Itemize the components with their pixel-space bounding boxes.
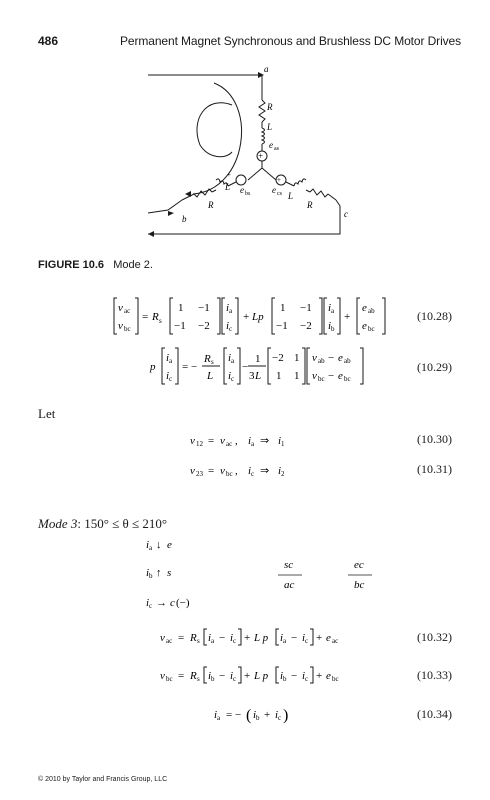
svg-text:+: + <box>227 171 231 179</box>
svg-text:a: a <box>251 440 255 448</box>
svg-text:v: v <box>190 435 195 447</box>
svg-text:p: p <box>150 361 156 373</box>
svg-text:−: − <box>219 632 226 644</box>
mode3-heading <box>38 516 167 532</box>
svg-text:s: s <box>211 358 214 366</box>
svg-text:+: + <box>264 709 271 721</box>
svg-text:i: i <box>302 670 306 682</box>
svg-text:v: v <box>220 465 225 477</box>
svg-text:c: c <box>149 602 153 610</box>
svg-text:a: a <box>149 544 153 552</box>
svg-text:−: − <box>328 370 335 382</box>
svg-text:i: i <box>328 302 332 314</box>
equation-number-10-31: (10.31) <box>417 462 452 476</box>
svg-text:1: 1 <box>294 352 300 364</box>
svg-text:a: a <box>231 357 235 365</box>
svg-text:3: 3 <box>249 370 255 382</box>
svg-text:L p: L p <box>254 670 269 682</box>
svg-text:b: b <box>211 675 215 683</box>
svg-text:i: i <box>253 709 257 721</box>
equation-10-30 <box>188 430 308 450</box>
svg-text:c: c <box>233 675 237 683</box>
svg-text:+: + <box>243 311 250 323</box>
svg-text:−1: −1 <box>198 302 210 314</box>
svg-text:bc: bc <box>368 325 375 333</box>
svg-text:i: i <box>248 465 252 477</box>
svg-text:i: i <box>280 670 284 682</box>
svg-text:): ) <box>283 707 289 724</box>
equation-number-10-34: (10.34) <box>417 707 452 721</box>
svg-text:−: − <box>291 670 298 682</box>
svg-text:i: i <box>275 709 279 721</box>
svg-text:i: i <box>228 352 232 364</box>
svg-text:L: L <box>267 122 273 132</box>
svg-text:e: e <box>240 185 244 195</box>
svg-text:as: as <box>274 146 279 152</box>
figure-caption <box>38 259 153 271</box>
svg-text:ac: ac <box>124 307 131 315</box>
svg-text:i: i <box>228 370 232 382</box>
svg-text:1: 1 <box>280 302 286 314</box>
svg-text:,: , <box>235 465 238 477</box>
svg-text:1: 1 <box>178 302 184 314</box>
svg-text:e: e <box>167 539 172 551</box>
svg-text:→: → <box>156 597 167 609</box>
svg-text:bs: bs <box>245 191 251 197</box>
figure-caption-text: Mode 2. <box>113 259 153 271</box>
svg-text:i: i <box>166 370 170 382</box>
svg-text:2: 2 <box>281 470 285 478</box>
equation-10-34 <box>212 702 322 726</box>
equation-number-10-32: (10.32) <box>417 630 452 644</box>
svg-text:v: v <box>118 320 123 332</box>
svg-text:(−): (−) <box>176 597 190 609</box>
equation-10-31 <box>188 460 308 480</box>
svg-text:Lp: Lp <box>252 311 264 323</box>
svg-text:L: L <box>255 370 262 382</box>
svg-text:v: v <box>118 302 123 314</box>
svg-text:R: R <box>190 632 197 644</box>
svg-text:ac: ac <box>284 579 295 591</box>
svg-text:i: i <box>146 539 150 551</box>
svg-text:i: i <box>208 670 212 682</box>
equation-number-10-33: (10.33) <box>417 668 452 682</box>
node-a-label: a <box>264 64 269 74</box>
svg-text:i: i <box>230 632 234 644</box>
svg-text:a: a <box>229 307 233 315</box>
svg-text:L: L <box>288 191 294 201</box>
svg-text:−2: −2 <box>272 352 284 364</box>
svg-text:bc: bc <box>124 325 131 333</box>
svg-text:−1: −1 <box>174 320 186 332</box>
svg-text:i: i <box>278 435 282 447</box>
svg-text:23: 23 <box>196 470 203 478</box>
equation-number-10-29: (10.29) <box>417 360 452 374</box>
svg-text:+: + <box>316 632 323 644</box>
circuit-diagram <box>0 0 490 260</box>
svg-text:e: e <box>362 320 367 332</box>
equation-10-29 <box>146 346 386 390</box>
equation-10-32 <box>158 626 368 648</box>
svg-text:i: i <box>208 632 212 644</box>
page-number: 486 <box>38 34 59 48</box>
svg-text:c: c <box>305 675 309 683</box>
svg-text:+: + <box>277 176 281 184</box>
svg-text:ac: ac <box>332 637 339 645</box>
svg-text:c: c <box>170 597 175 609</box>
svg-text:bc: bc <box>226 470 233 478</box>
svg-text:1: 1 <box>294 370 300 382</box>
svg-text:−: − <box>242 361 249 373</box>
svg-text:−2: −2 <box>300 320 312 332</box>
svg-text:+: + <box>258 151 264 161</box>
svg-text:a: a <box>331 307 335 315</box>
svg-text:e: e <box>326 670 331 682</box>
svg-text:v: v <box>312 352 317 364</box>
svg-text:a: a <box>217 714 221 722</box>
svg-text:c: c <box>229 325 233 333</box>
svg-text:e: e <box>338 352 343 364</box>
svg-text:R: R <box>152 311 159 323</box>
svg-text:b: b <box>149 572 153 580</box>
svg-text:e: e <box>272 185 276 195</box>
svg-text:v: v <box>190 465 195 477</box>
svg-text:bc: bc <box>344 375 351 383</box>
svg-text:L: L <box>225 182 231 192</box>
equation-10-28 <box>112 296 402 340</box>
svg-text:b: b <box>256 714 260 722</box>
svg-text:b: b <box>283 675 287 683</box>
svg-text:⇒: ⇒ <box>260 435 270 447</box>
svg-text:bc: bc <box>318 375 325 383</box>
svg-text:bc: bc <box>332 675 339 683</box>
svg-text:i: i <box>302 632 306 644</box>
svg-text:12: 12 <box>196 440 203 448</box>
svg-text:R: R <box>307 200 313 210</box>
svg-text:c: c <box>233 637 237 645</box>
svg-text:a: a <box>283 637 287 645</box>
svg-text:,: , <box>235 435 238 447</box>
svg-text:−2: −2 <box>198 320 210 332</box>
equation-10-33 <box>158 664 368 686</box>
svg-text:i: i <box>146 597 150 609</box>
svg-text:i: i <box>278 465 282 477</box>
svg-text:v: v <box>160 632 165 644</box>
node-c-label: c <box>344 209 348 219</box>
svg-text:⇒: ⇒ <box>260 465 270 477</box>
svg-text:i: i <box>146 567 150 579</box>
svg-text:+: + <box>316 670 323 682</box>
svg-text:ab: ab <box>344 357 351 365</box>
svg-text:i: i <box>166 352 170 364</box>
let-text: Let <box>38 406 56 421</box>
figure-label: FIGURE 10.6 <box>38 259 105 271</box>
svg-text:ab: ab <box>318 357 325 365</box>
svg-text:+: + <box>344 311 351 323</box>
svg-text:cs: cs <box>277 191 282 197</box>
svg-text:i: i <box>226 320 230 332</box>
svg-text:= −: = − <box>226 709 242 721</box>
svg-text:+: + <box>244 632 251 644</box>
svg-text:ab: ab <box>368 307 375 315</box>
svg-text:R: R <box>208 200 214 210</box>
svg-text:sc: sc <box>284 559 294 571</box>
node-b-label: b <box>182 214 187 224</box>
svg-text:R: R <box>267 102 273 112</box>
svg-text:s: s <box>197 675 200 683</box>
svg-text:i: i <box>328 320 332 332</box>
svg-text:−: − <box>328 352 335 364</box>
running-title: Permanent Magnet Synchronous and Brushless DC Motor Drives <box>120 34 462 48</box>
equation-number-10-28: (10.28) <box>417 309 452 323</box>
svg-text:v: v <box>312 370 317 382</box>
svg-text:bc: bc <box>354 579 365 591</box>
svg-text:s: s <box>159 317 162 325</box>
svg-text:1: 1 <box>255 353 261 365</box>
svg-text:c: c <box>278 714 282 722</box>
svg-text:c: c <box>169 375 173 383</box>
svg-text:s: s <box>197 637 200 645</box>
svg-text:=: = <box>208 465 215 477</box>
svg-text:i: i <box>248 435 252 447</box>
svg-text:−1: −1 <box>276 320 288 332</box>
svg-text:e: e <box>326 632 331 644</box>
svg-text:↑: ↑ <box>156 567 162 579</box>
svg-text:−1: −1 <box>300 302 312 314</box>
svg-text:c: c <box>251 470 255 478</box>
svg-text:R: R <box>190 670 197 682</box>
svg-text:a: a <box>169 357 173 365</box>
current-direction-block <box>140 532 420 612</box>
svg-text:L: L <box>207 370 214 382</box>
svg-text:e: e <box>269 140 273 150</box>
copyright-footer: © 2010 by Taylor and Francis Group, LLC <box>38 776 168 783</box>
svg-text:ec: ec <box>354 559 364 571</box>
svg-text:ac: ac <box>226 440 233 448</box>
svg-text:e: e <box>338 370 343 382</box>
svg-text:1: 1 <box>281 440 285 448</box>
svg-text:i: i <box>226 302 230 314</box>
mode3-label: Mode 3 <box>38 516 78 531</box>
equation-number-10-30: (10.30) <box>417 432 452 446</box>
svg-text:=: = <box>208 435 215 447</box>
svg-text:v: v <box>160 670 165 682</box>
svg-text:c: c <box>231 375 235 383</box>
svg-text:bc: bc <box>166 675 173 683</box>
svg-text:↓: ↓ <box>156 539 162 551</box>
svg-text:(: ( <box>246 707 252 724</box>
svg-text:i: i <box>230 670 234 682</box>
svg-text:=: = <box>178 632 185 644</box>
mode3-range: : 150° ≤ θ ≤ 210° <box>77 516 168 531</box>
svg-text:−: − <box>291 632 298 644</box>
svg-text:1: 1 <box>276 370 282 382</box>
svg-text:ac: ac <box>166 637 173 645</box>
svg-text:−: − <box>219 670 226 682</box>
svg-text:L p: L p <box>254 632 269 644</box>
svg-text:b: b <box>331 325 335 333</box>
svg-text:+: + <box>244 670 251 682</box>
svg-text:e: e <box>362 302 367 314</box>
svg-text:R: R <box>204 353 211 365</box>
svg-text:i: i <box>280 632 284 644</box>
svg-text:i: i <box>214 709 218 721</box>
svg-text:s: s <box>167 567 172 579</box>
svg-text:v: v <box>220 435 225 447</box>
svg-text:c: c <box>305 637 309 645</box>
svg-text:= −: = − <box>182 361 198 373</box>
svg-text:=: = <box>178 670 185 682</box>
svg-text:a: a <box>211 637 215 645</box>
svg-text:=: = <box>142 311 149 323</box>
